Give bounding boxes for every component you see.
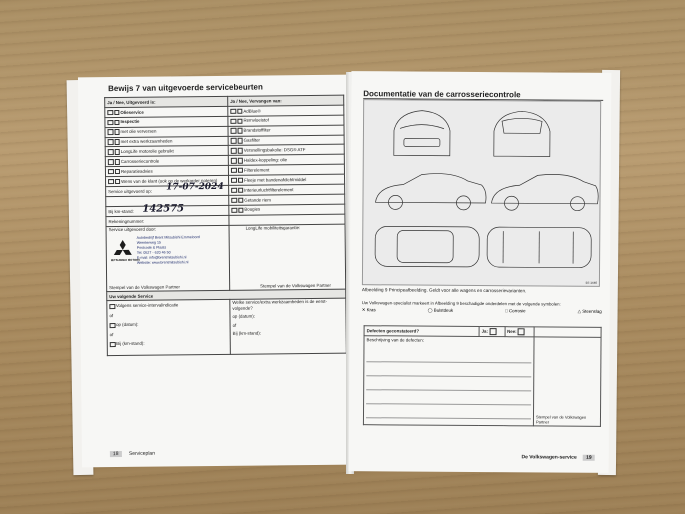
checkbox[interactable]: [107, 120, 113, 126]
row-label: Interieurluchtfilterelement: [244, 186, 294, 193]
checkbox[interactable]: [237, 158, 243, 164]
row-label: Inspectie: [120, 119, 140, 125]
stamp-line: Postcode & Plaats: [136, 245, 167, 250]
next-service-question: Welke service/extra werkzaamheden is de eerst-volgende?: [232, 299, 327, 311]
checkbox[interactable]: [237, 108, 243, 114]
km-label: Bij km-stand:: [108, 208, 134, 214]
checkbox[interactable]: [114, 159, 120, 165]
yes-label: Ja:: [481, 328, 488, 334]
checkbox[interactable]: [114, 149, 120, 155]
checkbox[interactable]: [108, 129, 114, 135]
stamp-line: Website: www.brentmitsubishi.nl: [136, 259, 189, 265]
service-table: [104, 95, 347, 357]
description-label: Beschrijving van de defecten:: [366, 337, 424, 343]
checkbox[interactable]: [114, 120, 120, 126]
checkbox[interactable]: [107, 110, 113, 116]
checkbox[interactable]: [231, 178, 237, 184]
checkbox[interactable]: [108, 139, 114, 145]
footer-section: Serviceplan: [128, 450, 156, 457]
handwritten-date: 17-07-2024: [166, 181, 224, 193]
checkbox[interactable]: [114, 139, 120, 145]
stamp-line: Weerterweg 15: [136, 240, 162, 245]
checkbox[interactable]: [231, 168, 237, 174]
figure-caption: Afbeelding 9 Principeafbeelding. Geldt voor alle wagens en carrosserievarianten.: [361, 287, 527, 294]
row-label: Filterelement: [243, 167, 270, 173]
service-date-label: Service uitgevoerd op:: [108, 188, 152, 195]
row-label: Reparatieadvies: [120, 168, 153, 174]
stamp-row: [106, 224, 346, 291]
checkbox[interactable]: [108, 169, 114, 175]
symbol-instruction: Uw Volkswagen-specialist markeert in Afbeelding 9 beschadigde onderdelen met de volgende symbolen:: [361, 300, 561, 307]
checkbox[interactable]: [237, 138, 243, 144]
checkbox[interactable]: [237, 148, 243, 154]
symbol-scratch: ✕ Kras: [361, 307, 376, 313]
checkbox[interactable]: [231, 158, 237, 164]
symbol-corrosion: □ Corrosie: [505, 308, 526, 314]
stamp-line: E-mail: info@brentmitsubishi.nl: [136, 254, 187, 260]
car-outlines: [363, 100, 600, 286]
checkbox[interactable]: [237, 128, 243, 134]
row-label: met extra werkzaamheden: [120, 138, 173, 145]
col-left-header: Ja / Nee, Uitgevoerd is:: [105, 96, 228, 107]
checkbox[interactable]: [108, 149, 114, 155]
next-service-row: Volgens service-intervalindicatie of op (datum): of Bij (km-stand): Welke service/extra werkzaamheden is de eerst-volgende? op (datum): of Bij (km-stand):: [107, 299, 347, 356]
next-service-title: Uw volgende Service: [107, 289, 346, 301]
symbol-dent: ◯ Bulstdeuk: [427, 307, 454, 313]
row-label: Wens van de klant (ook op de werkorder noteren): [121, 177, 218, 184]
no-checkbox[interactable]: [518, 328, 525, 335]
checkbox[interactable]: [238, 197, 244, 203]
checkbox[interactable]: [108, 159, 114, 165]
row-label: Bougies: [244, 206, 261, 213]
row-label: Fleeje met bandenafdichtmiddel: [244, 176, 307, 183]
brand-logo-text: MITSUBISHI MOTORS: [110, 257, 141, 262]
handwritten-km: 142575: [142, 203, 185, 215]
right-page-footer: [522, 454, 595, 461]
symbol-stonechip: △ Steenslag: [577, 308, 602, 314]
checkbox[interactable]: [231, 148, 237, 154]
stamp-caption: Stempel van de Volkswagen Partner: [109, 283, 180, 290]
checkbox[interactable]: [231, 188, 237, 194]
col-right-header: Ja / Nee, Vervangen van:: [228, 95, 344, 106]
no-label: Nee:: [507, 328, 517, 334]
stamp-line: Tel. 0527 - 620 46 50: [136, 250, 171, 255]
row-label: Versnellingsbakolie: DSG® ATF: [243, 147, 306, 153]
checkbox[interactable]: [231, 128, 237, 134]
checkbox[interactable]: [110, 323, 116, 329]
checkbox[interactable]: [237, 118, 243, 124]
row-label: Gasfilter: [243, 137, 261, 143]
partner-label: Service uitgevoerd door:: [108, 226, 157, 232]
mitsubishi-logo-icon: [113, 239, 133, 255]
row-label: Remvloeistof: [243, 117, 269, 124]
footer-section: De Volkswagen-service: [521, 454, 577, 461]
description-lines[interactable]: [366, 348, 531, 419]
left-page-footer: [110, 451, 155, 457]
row-label: AdBlue®: [243, 108, 261, 114]
checkbox[interactable]: [114, 169, 120, 175]
row-label: Olieservice: [120, 109, 144, 115]
figure-code: B7-1446: [585, 280, 597, 285]
row-label: LongLife motorolie gebruikt: [120, 148, 174, 155]
checkbox[interactable]: [237, 168, 243, 174]
stamp-text: [137, 235, 200, 266]
page-number: 18: [110, 451, 122, 457]
page-number: 19: [583, 455, 595, 461]
left-page-title: Bewijs 7 van uitgevoerde servicebeurten: [108, 82, 263, 94]
checkbox[interactable]: [115, 179, 121, 185]
checkbox[interactable]: [238, 187, 244, 193]
row-label: Haldex-koppeling: olie: [243, 157, 288, 163]
right-page-title: Documentatie van de carrosseriecontrole: [363, 89, 521, 100]
checkbox[interactable]: [114, 110, 120, 116]
checkbox[interactable]: [231, 138, 237, 144]
invoice-label: Rekeningnummer:: [108, 218, 145, 224]
checkbox[interactable]: [109, 304, 115, 310]
stamp-line: Autobedrijf Brent Mitsubishi Emmeloord: [136, 234, 200, 240]
defects-label: Defecten geconstateerd?: [366, 328, 420, 334]
checkbox[interactable]: [114, 129, 120, 135]
checkbox[interactable]: [110, 342, 116, 348]
row-label: Carrosseriecontrole: [120, 158, 160, 164]
checkbox[interactable]: [238, 178, 244, 184]
row-label: met olie verversen: [120, 128, 157, 135]
row-label: Brandstoffilter: [243, 127, 271, 134]
longlife-label: LongLife mobiliteitsgarantie:: [245, 224, 301, 231]
checkbox[interactable]: [238, 207, 244, 213]
vehicle-diagram: [362, 99, 601, 287]
checkbox[interactable]: [231, 197, 237, 203]
row-label: Getande riem: [244, 196, 271, 203]
stamp-caption: Stempel van de Volkswagen Partner: [260, 282, 331, 289]
left-page: [78, 75, 352, 468]
yes-checkbox[interactable]: [489, 328, 496, 335]
stamp-caption: Stempel van de Volkswagen Partner: [535, 414, 587, 425]
checkbox[interactable]: [108, 179, 114, 185]
right-page: [349, 71, 612, 473]
symbol-legend: [362, 307, 602, 315]
checkbox[interactable]: [230, 108, 236, 114]
checkbox[interactable]: [230, 118, 236, 124]
defects-table: [363, 325, 602, 427]
checkbox[interactable]: [231, 207, 237, 213]
